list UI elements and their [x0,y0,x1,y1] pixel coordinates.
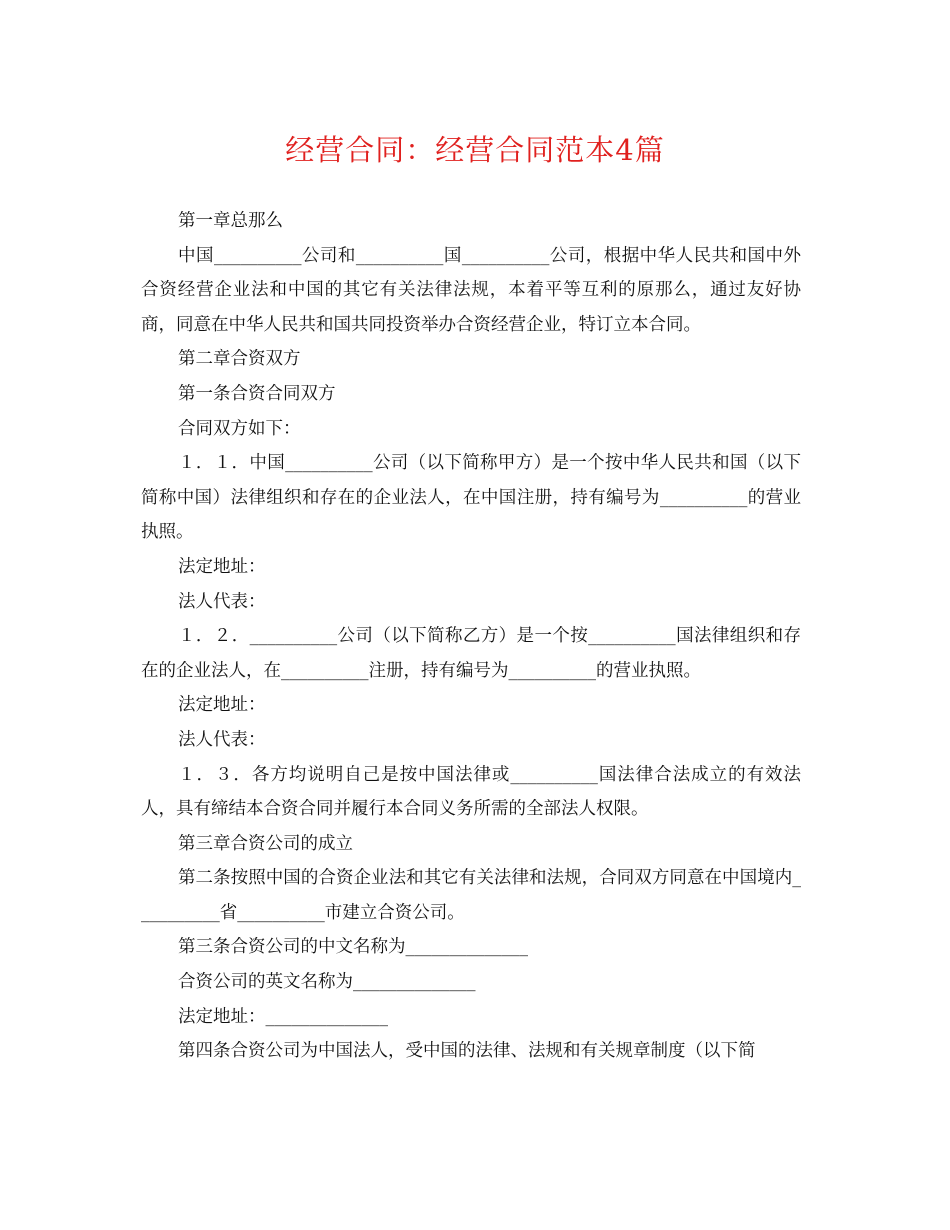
field-line: 法人代表： [178,591,266,612]
chapter-heading: 第二章合资双方 [178,349,301,370]
document-title: 经营合同：经营合同范本4篇 [285,133,665,167]
field-line: 合资公司的英文名称为______________ [178,972,476,993]
field-line: 法定地址： [178,556,266,577]
article-paragraph: 第四条合资公司为中国法人，受中国的法律、法规和有关规章制度（以下简 [178,1041,756,1062]
article-paragraph: 第三条合资公司的中文名称为______________ [178,937,528,958]
article-heading: 第一条合资合同双方 [178,383,336,404]
field-line: 法定地址：______________ [178,1006,388,1027]
chapter-heading: 第三章合资公司的成立 [178,833,353,854]
clause-paragraph: １．３．各方均说明自己是按中国法律或__________国法律合法成立的有效法人，具有缔结本合资合同并履行本合同义务所需的全部法人权限。 [141,764,801,820]
field-line: 法人代表： [178,729,266,750]
clause-paragraph: １．１．中国__________公司（以下简称甲方）是一个按中华人民共和国（以下简称中国）法律组织和存在的企业法人，在中国注册，持有编号为__________的营业执照。 [141,453,801,543]
field-line: 法定地址： [178,695,266,716]
paragraph: 合同双方如下： [178,418,301,439]
chapter-heading: 第一章总那么 [178,211,283,231]
clause-paragraph: １．２．__________公司（以下简称乙方）是一个按__________国法律组织和存在的企业法人，在__________注册，持有编号为__________的营业执照。 [141,626,801,681]
document-body [141,204,801,1069]
article-paragraph: 第二条按照中国的合资企业法和其它有关法律和法规，合同双方同意在中国境内__________省__________市建立合资公司。 [141,868,801,923]
paragraph: 中国__________公司和__________国__________公司，根据中华人民共和国中外合资经营企业法和中国的其它有关法律法规，本着平等互利的原那么，通过友好协商，同意在中华人民共和国共同投资举办合资经营企业，特订立本合同。 [141,245,801,335]
